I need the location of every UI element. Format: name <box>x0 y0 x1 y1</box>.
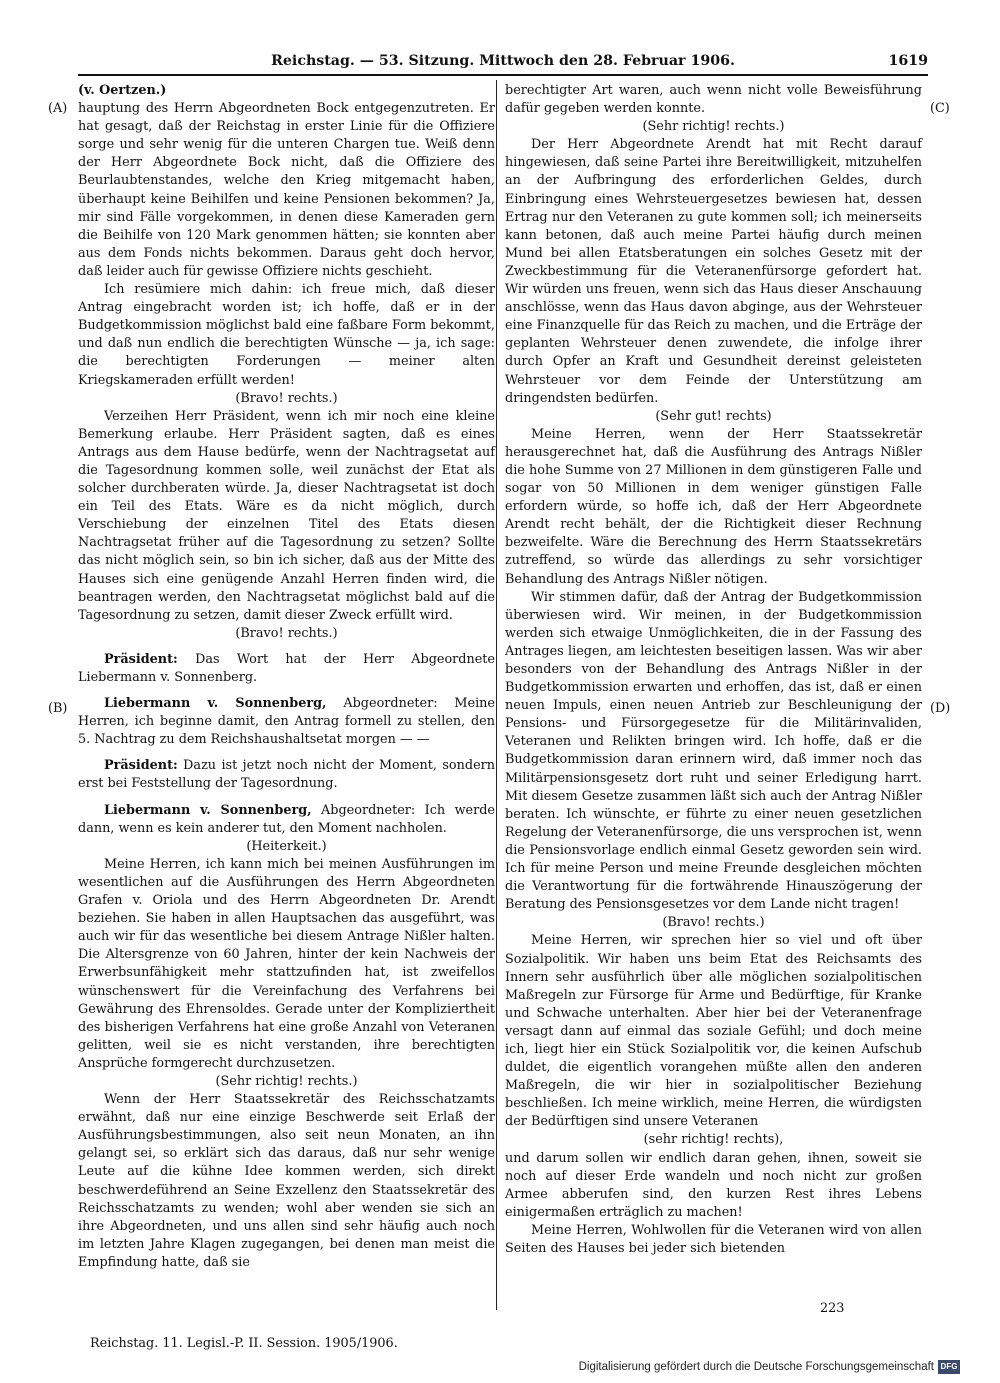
digitization-credit <box>579 1358 960 1376</box>
speaker-continuation: (v. Oertzen.) <box>78 83 167 98</box>
dfg-logo-icon: DFG <box>938 1360 960 1374</box>
running-header <box>78 50 928 72</box>
credit-text: Digitalisierung gefördert durch die Deutsche Forschungsgemeinschaft <box>578 1361 934 1373</box>
speaker-name: Präsident: <box>104 651 178 667</box>
speech-liebermann <box>78 695 495 749</box>
speaker-name: Präsident: <box>104 758 178 774</box>
interjection: (Bravo! rechts.) <box>662 915 765 931</box>
paragraph: und darum sollen wir endlich daran gehen, ihnen, soweit sie noch auf dieser Erde wandeln und noch nicht zur großen Armee abberufen sind, den kurzen Rest ihres Lebens einigermaßen erträglich zu machen! <box>505 1150 922 1220</box>
speech-president <box>78 651 495 687</box>
speech-text: Das Wort hat der Herr Abgeordnete Liebermann v. Sonnenberg. <box>78 651 495 685</box>
paragraph: Ich resümiere mich dahin: ich freue mich, daß dieser Antrag eingebracht worden ist; ich hoffe, daß er in der Budgetkommission möglichst bald eine faßbare Form bekommt, und daß nun endlich die berechtigten Wünsche — ja, ich sage: die berechtigten Forderungen — meiner alten Kriegskameraden erfüllt werden! <box>78 282 495 388</box>
margin-letter-d: (D) <box>930 701 951 716</box>
paragraph: Der Herr Abgeordnete Arendt hat mit Recht darauf hingewiesen, daß seine Partei ihre Bereitwilligkeit, mitzuhelfen an der Aufbringung des erforderlichen Geldes, durch Einbringung eines Wehrsteuergesetzes bewiesen hat, dessen Ertrag nur den Veteranen zu gute kommen soll; ich meinerseits kann betonen, daß auch meine Partei häufig durch meinen Mund bei allen Etatsberatungen ein solches Gesetz mit der Zweckbestimmung für die Veteranenfürsorge gefordert hat. Wir würden uns freuen, wenn sich das Haus dieser Anschauung anschlösse, wenn das Haus davon abginge, aus der Wehrsteuer eine Finanzquelle für das Reich zu machen, und die Erträge der geplanten Wehrsteuer denen zuwendete, die infolge ihrer durch Opfer an Kraft und Gesundheit dereinst geleisteten Wehrsteuer vor dem Feinde der Unterstützung am dringendsten bedürfen. <box>505 137 922 406</box>
paragraph: hauptung des Herrn Abgeordneten Bock entgegenzutreten. Er hat gesagt, daß der Reichstag in erster Linie für die Offiziere sorge und sehr wenig für die unteren Chargen tue. Weiß denn der Herr Abgeordnete Bock nicht, daß die Offiziere des Beurlaubtenstandes, welche den Krieg mitgemacht haben, überhaupt keine Beihilfen und keine Pensionen bekommen? Ja, mir sind Fälle vorgekommen, in denen diese Kameraden gern die Beihilfe von 120 Mark genommen hätten; sie konnten aber aus dem Fonds nichts bekommen. Daraus geht doch hervor, daß leider auch für gewisse Offiziere nichts geschieht. <box>78 101 495 279</box>
interjection: (Sehr richtig! rechts.) <box>642 119 785 135</box>
paragraph: Meine Herren, wenn der Herr Staatssekretär herausgerechnet hat, daß die Ausführung des Antrags Nißler die hohe Summe von 27 Millionen in dem günstigeren Falle und sogar von 50 Millionen in dem weniger günstigen Falle erfordern würde, so hoffe ich, daß der Herr Abgeordnete Arendt recht behält, der die Richtigkeit dieser Rechnung bezweifelte. Wäre die Berechnung des Herrn Staatssekretärs zutreffend, so würde das allerdings zu sehr vorsichtiger Behandlung des Antrags Nißler nötigen. <box>505 426 922 587</box>
paragraph: Wenn der Herr Staatssekretär des Reichsschatzamts erwähnt, daß nur eine einzige Beschwerde seit Erlaß der Ausführungsbestimmungen, also seit neun Monaten, an ihn gelangt sei, so erklärt sich das daraus, daß nur sehr wenige Leute auf die kühne Idee kommen werden, sich direkt beschwerdeführend an Seine Exzellenz den Staatssekretär des Reichsschatzamts zu wenden; wohl aber wenden sie sich an ihre Abgeordneten, und uns allen sind sehr häufig auch noch im letzten Jahre Klagen zugegangen, bei denen man meist die Empfindung hatte, daß sie <box>78 1092 495 1270</box>
interjection: (Heiterkeit.) <box>246 838 327 854</box>
speech-text: Abgeordneter: Ich werde dann, wenn es kein anderer tut, den Moment nachholen. <box>78 802 495 836</box>
margin-letter-a: (A) <box>48 101 68 116</box>
speaker-name: Liebermann v. Sonnenberg, <box>104 802 312 818</box>
paragraph: Verzeihen Herr Präsident, wenn ich mir noch eine kleine Bemerkung erlaube. Herr Präsident sagten, daß es eines Antrags aus dem Hause bedürfe, wenn der Nachtragsetat auf die Tagesordnung kommen solle, weil zunächst der Etat als solcher durchberaten würde. Ja, dieser Nachtragsetat ist doch ein Teil des Etats. Wäre es da nicht möglich, durch Verschiebung der einzelnen Titel des Etats diesen Nachtragsetat früher auf die Tagesordnung zu setzen? Sollte das nicht möglich sein, so bin ich sicher, daß aus der Mitte des Hauses sich eine genügende Anzahl Herren finden wird, die beantragen werden, den Nachtragsetat möglichst bald auf die Tagesordnung zu setzen, damit dieser Zweck erfüllt wird. <box>78 408 495 623</box>
speech-text: Abgeordneter: Meine Herren, ich beginne damit, den Antrag formell zu stellen, den 5. Nachtrag zu dem Reichshaushaltsetat morgen — — <box>78 696 495 748</box>
paragraph: Wir stimmen dafür, daß der Antrag der Budgetkommission überwiesen wird. Wir meinen, in der Budgetkommission werden sich etwaige Unmöglichkeiten, die in der Fassung des Antrages liegen, am leichtesten beseitigen lassen. Was wir aber besonders von der Behandlung des Antrags Nißler in der Budgetkommission erwarten und erhoffen, das ist, daß er einen neuen Impuls, einen neuen Antrieb zur Beschleunigung der Pensions- und Fürsorgegesetze für die Militärinvaliden, Veteranen und Relikten bringen wird. Ich hoffe, daß er die Budgetkommission daran erinnern wird, daß immer noch das Militärpensionsgesetz dort ruht und seiner Erledigung harrt. Mit diesem Gesetze zusammen läßt sich auch der Antrag Nißler beraten. Ich wünschte, er führte zu einer neuen gesetzlichen Regelung der Veteranenfürsorge, die uns versprochen ist, wenn die Pensionsvorlage endlich einmal Gesetz geworden sein wird. Ich für meine Person und meine Freunde desgleichen möchten die Verantwortung für die fortwährende Hinauszögerung der Beratung des Pensionsgesetzes vor dem Lande nicht tragen! <box>505 589 922 913</box>
column-divider <box>496 80 497 1310</box>
speaker-name: Liebermann v. Sonnenberg, <box>104 696 327 712</box>
left-column <box>78 82 495 1272</box>
speech-president <box>78 757 495 793</box>
page-number: 1619 <box>888 53 928 69</box>
interjection: (Bravo! rechts.) <box>235 625 338 641</box>
paragraph: Meine Herren, Wohlwollen für die Veteranen wird von allen Seiten des Hauses bei jeder sich bietenden <box>505 1222 922 1256</box>
speech-liebermann <box>78 802 495 838</box>
interjection: (sehr richtig! rechts), <box>643 1132 784 1148</box>
margin-letter-b: (B) <box>48 701 68 716</box>
footer-session-info: Reichstag. 11. Legisl.-P. II. Session. 1905/1906. <box>90 1336 398 1351</box>
paragraph: Meine Herren, ich kann mich bei meinen Ausführungen im wesentlichen auf die Ausführungen des Herrn Abgeordneten Grafen v. Oriola und des Herrn Abgeordneten Dr. Arendt beziehen. Sie haben in allen Hauptsachen das ausgeführt, was auch wir für das wesentliche bei diesem Antrage Nißler halten. Die Altersgrenze von 60 Jahren, hinter der kein Nachweis der Erwerbsunfähigkeit mehr stattzufinden hat, ist zweifellos wünschenswert für die Vereinfachung des Verfahrens bei Gewährung des Ehrensoldes. Gerade unter der Kompliziertheit des bisherigen Verfahrens hat eine große Anzahl von Veteranen gelitten, weil sie es nicht verstanden, ihre berechtigten Ansprüche formgerecht durchzusetzen. <box>78 856 495 1071</box>
paragraph: Meine Herren, wir sprechen hier so viel und oft über Sozialpolitik. Wir haben uns beim Etat des Reichsamts des Innern sehr ausführlich über alle möglichen sozialpolitischen Maßregeln zur Fürsorge für Arme und Bedürftige, für Kranke und Schwache unterhalten. Aber hier bei der Veteranenfrage versagt dann auf einmal das soziale Gefühl; und doch meine ich, liegt hier ein Stück Sozialpolitik vor, die keinen Aufschub duldet, die eigentlich vorangehen müßte allen den anderen Maßregeln, die wir hier in sozialpolitischer Beziehung beschließen. Ich meine wirklich, meine Herren, die würdigsten der Bedürftigen sind unsere Veteranen <box>505 933 922 1130</box>
interjection: (Bravo! rechts.) <box>235 390 338 406</box>
interjection: (Sehr gut! rechts) <box>655 408 772 424</box>
header-rule <box>78 74 928 76</box>
footer-sheet-number: 223 <box>820 1301 845 1316</box>
paragraph: berechtigter Art waren, auch wenn nicht volle Beweisführung dafür gegeben werden konnte. <box>505 83 922 117</box>
speech-text: Dazu ist jetzt noch nicht der Moment, sondern erst bei Feststellung der Tagesordnung. <box>78 758 495 792</box>
interjection: (Sehr richtig! rechts.) <box>215 1073 358 1089</box>
margin-letter-c: (C) <box>930 101 950 116</box>
right-column <box>505 82 922 1258</box>
page-title: Reichstag. — 53. Sitzung. Mittwoch den 28. Februar 1906. <box>271 53 735 69</box>
